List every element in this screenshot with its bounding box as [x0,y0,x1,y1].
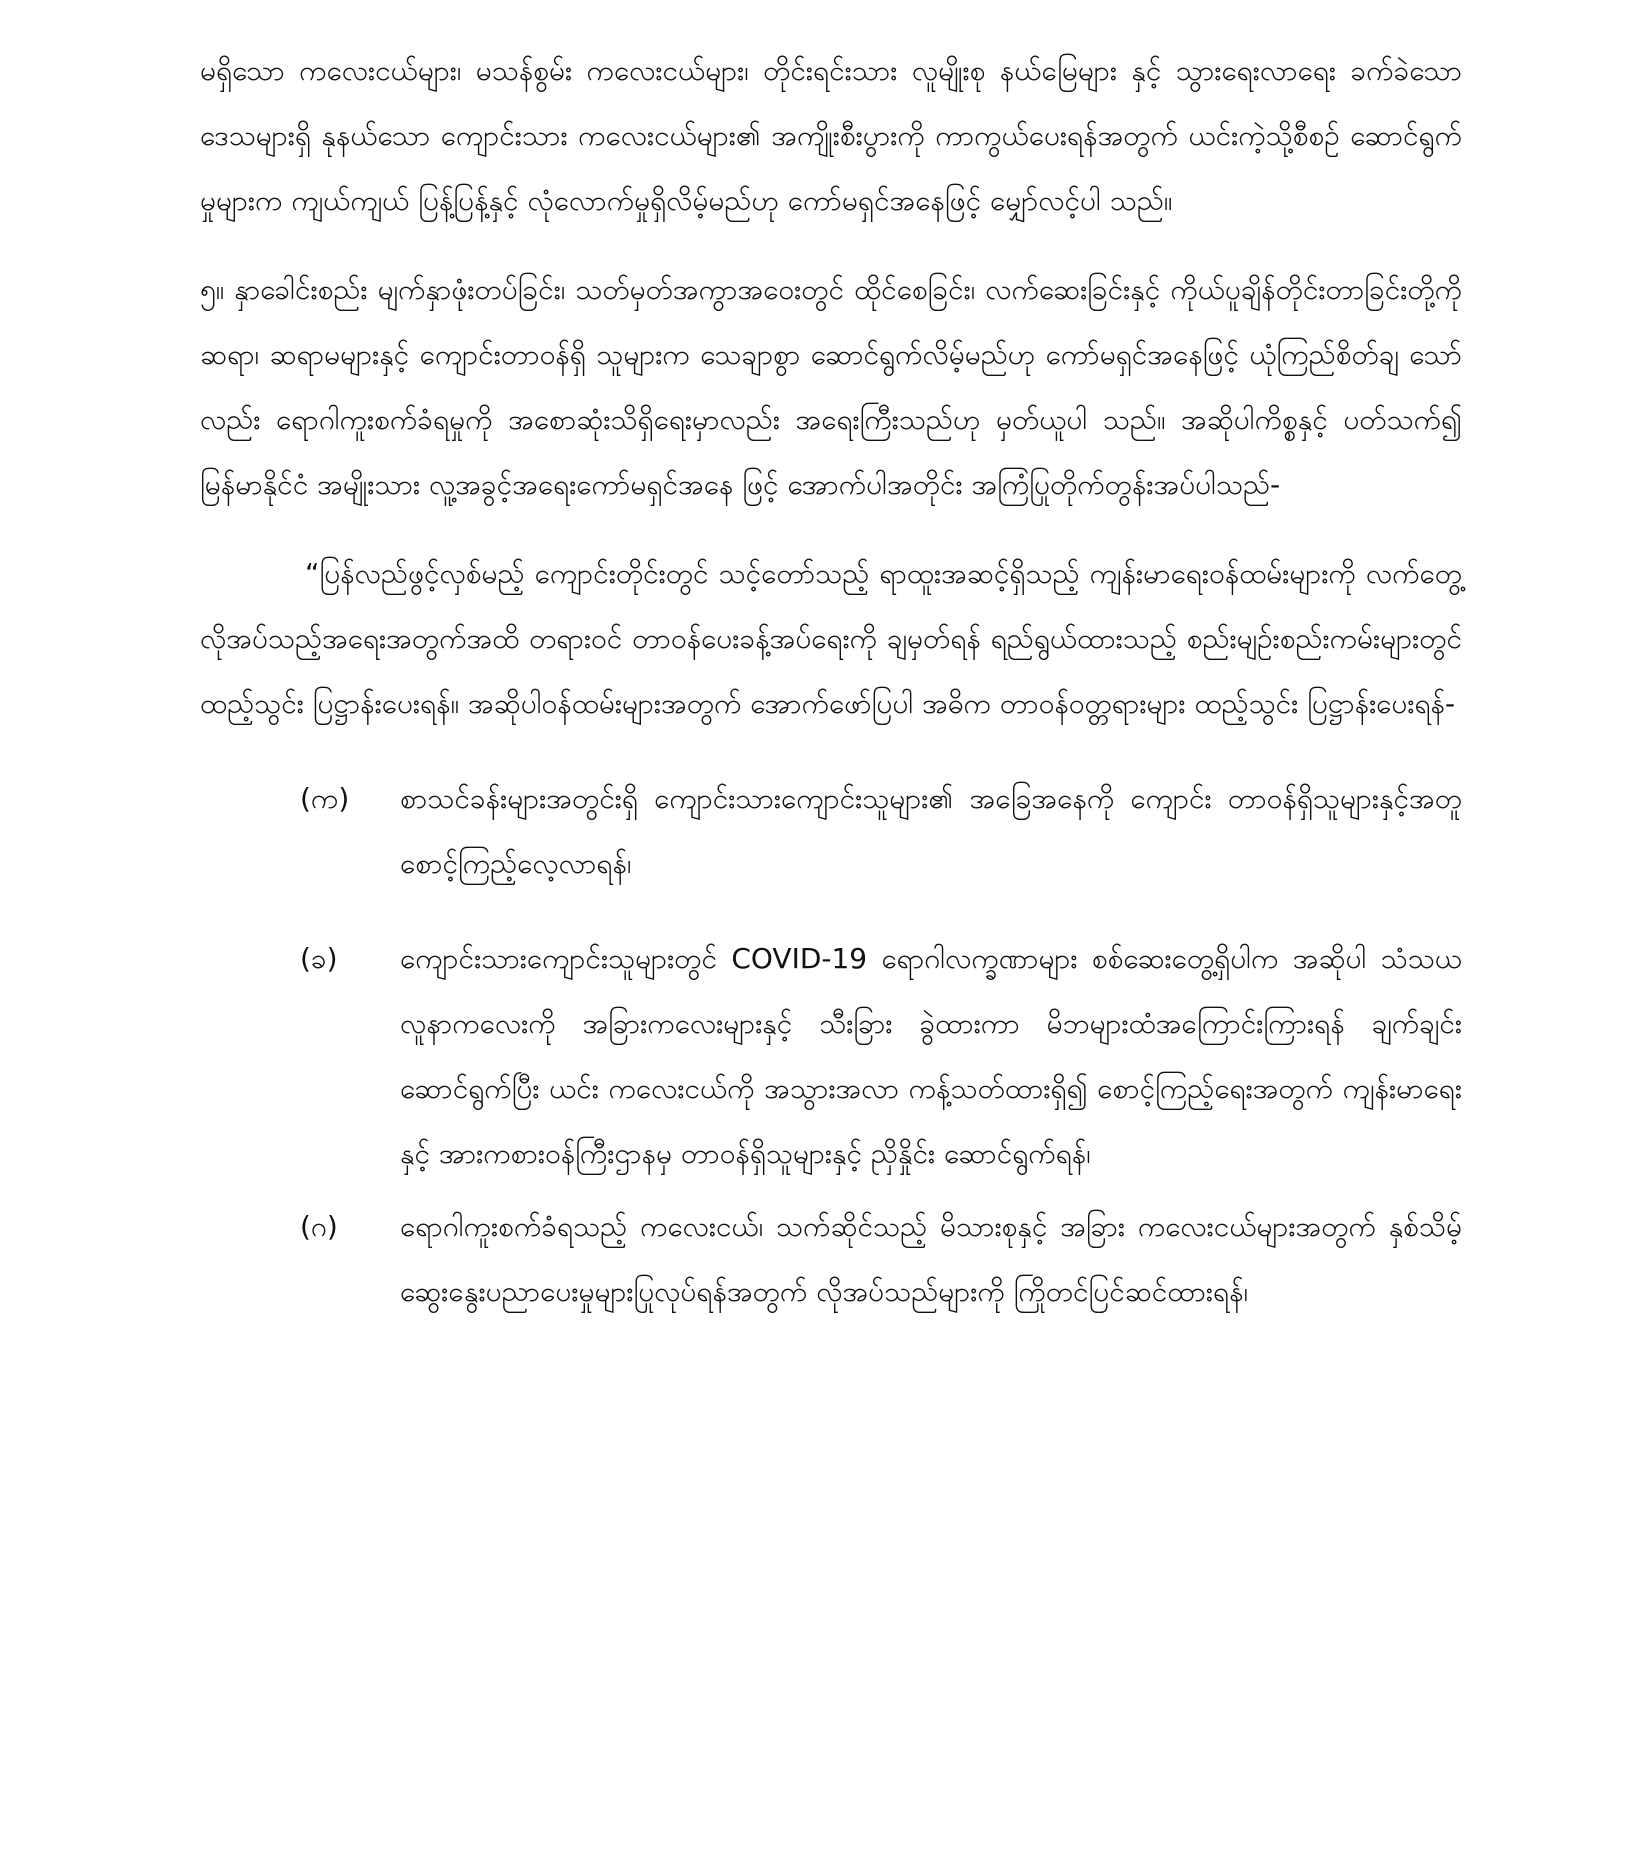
paragraph-5: ၅။ နှာခေါင်းစည်း မျက်နှာဖုံးတပ်ခြင်း၊ သတ်မှတ်အကွာအဝေးတွင် ထိုင်စေခြင်း၊ လက်ဆေးခြင်းနှင့် ကိုယ်ပူချိန်တိုင်းတာခြင်းတို့ကို ဆရာ၊ ဆရာမများနှင့် ကျောင်းတာဝန်ရှိ သူများက သေချာစွာ ဆောင်ရွက်လိမ့်မည်ဟု ကော်မရှင်အနေဖြင့် ယုံကြည်စိတ်ချ သော် လည်း ရောဂါကူးစက်ခံရမှုကို အစောဆုံးသိရှိရေးမှာလည်း အရေးကြီးသည်ဟု မှတ်ယူပါ သည်။ အဆိုပါကိစ္စနှင့် ပတ်သက်၍ မြန်မာနိုင်ငံ အမျိုးသား လူ့အခွင့်အရေးကော်မရှင်အနေ ဖြင့် အောက်ပါအတိုင်း အကြံပြုတိုက်တွန်းအပ်ပါသည်- [200,273,1462,501]
recommendation-quote: “ပြန်လည်ဖွင့်လှစ်မည့် ကျောင်းတိုင်းတွင် သင့်တော်သည့် ရာထူးအဆင့်ရှိသည့် ကျန်းမာရေးဝန်ထမ်းများကို လက်တွေ့ လိုအပ်သည့်အရေးအတွက်အထိ တရားဝင် တာဝန်ပေးခန့်အပ်ရေးကို ချမှတ်ရန် ရည်ရွယ်ထားသည့် စည်းမျဉ်းစည်းကမ်းများတွင် ထည့်သွင်း ပြဋ္ဌာန်းပေးရန်။ အဆိုပါဝန်ထမ်းများအတွက် အောက်ဖော်ပြပါ အဓိက တာဝန်ဝတ္တရားများ ထည့်သွင်း ပြဋ္ဌာန်းပေးရန်- [200,557,1462,720]
paragraph-continuation: မရှိသော ကလေးငယ်များ၊ မသန်စွမ်း ကလေးငယ်များ၊ တိုင်းရင်းသား လူမျိုးစု နယ်မြေများ နှင့် သွားရေးလာရေး ခက်ခဲသောဒေသများရှိ နုနယ်သော ကျောင်းသား ကလေးငယ်များ၏ အကျိုးစီးပွားကို ကာကွယ်ပေးရန်အတွက် ယင်းကဲ့သို့စီစဉ် ဆောင်ရွက်မှုများက ကျယ်ကျယ် ပြန့်ပြန့်နှင့် လုံလောက်မှုရှိလိမ့်မည်ဟု ကော်မရှင်အနေဖြင့် မျှော်လင့်ပါ သည်။ [200,54,1462,217]
list-item [200,1194,1462,1324]
list-item-text: ရောဂါကူးစက်ခံရသည့် ကလေးငယ်၊ သက်ဆိုင်သည့် မိသားစုနှင့် အခြား ကလေးငယ်များအတွက် နှစ်သိမ့်ဆွေးနွေးပညာပေးမှုများပြုလုပ်ရန်အတွက် လိုအပ်သည်များကို ကြိုတင်ပြင်ဆင်ထားရန်၊ [400,1210,1462,1308]
list-item-text: စာသင်ခန်းများအတွင်းရှိ ကျောင်းသားကျောင်းသူများ၏ အခြေအနေကို ကျောင်း တာဝန်ရှိသူများနှင့်အတူ စောင့်ကြည့်လေ့လာရန်၊ [400,782,1462,880]
list-marker: (ဂ) [300,1210,338,1243]
document-page [200,38,1462,1324]
list-item [200,926,1462,1186]
list-item-text: ကျောင်းသားကျောင်းသူများတွင် COVID-19 ရောဂါလက္ခဏာများ စစ်ဆေးတွေ့ရှိပါက အဆိုပါ သံသယ လူနာကလေးကို အခြားကလေးများနှင့် သီးခြား ခွဲထားကာ မိဘများထံအကြောင်းကြားရန် ချက်ချင်းဆောင်ရွက်ပြီး ယင်း ကလေးငယ်ကို အသွားအလာ ကန့်သတ်ထားရှိ၍ စောင့်ကြည့်ရေးအတွက် ကျန်းမာရေးနှင့် အားကစားဝန်ကြီးဌာနမှ တာဝန်ရှိသူများနှင့် ညှိနှိုင်း ဆောင်ရွက်ရန်၊ [400,942,1462,1170]
list-marker: (ခ) [300,942,338,975]
list-item [200,766,1462,896]
list-marker: (က) [300,782,350,815]
